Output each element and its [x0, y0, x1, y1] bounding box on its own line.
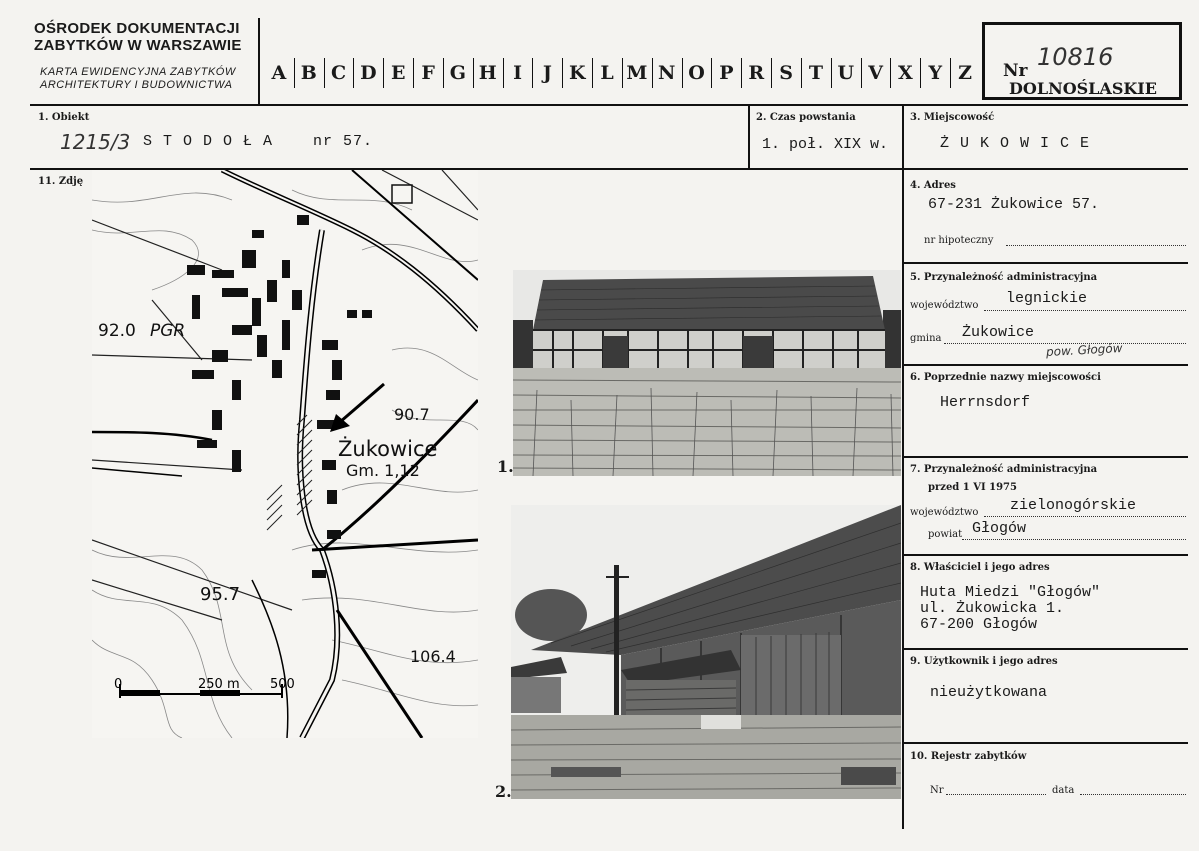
index-letter-v: V — [861, 58, 892, 88]
region-label: DOLNOŚLASKIE — [1009, 79, 1157, 98]
photo-1 — [513, 270, 901, 476]
index-letter-d: D — [354, 58, 385, 88]
map-height-1: 92.0 — [98, 321, 136, 341]
org-line-1: OŚRODEK DOKUMENTACJI — [34, 20, 240, 37]
map-height-2: 90.7 — [394, 405, 430, 424]
map-gm-label: Gm. 1,12 — [346, 461, 420, 480]
row1-divider-1 — [748, 104, 750, 168]
scale-end: 500 — [270, 677, 295, 692]
wlasciciel-label: 8. Właściciel i jego adres — [910, 562, 1050, 573]
gmina-value: Żukowice — [962, 324, 1035, 341]
adres-value: 67-231 Żukowice 57. — [928, 196, 1100, 213]
pow-note: pow. Głogów — [1045, 341, 1123, 359]
nr-value: 10816 — [1037, 43, 1114, 71]
woj1975-value: zielonogórskie — [1010, 497, 1137, 514]
header-bottom-rule — [30, 104, 1188, 106]
poprzednie-label: 6. Poprzednie nazwy miejscowości — [910, 372, 1101, 383]
index-letter-x: X — [891, 58, 922, 88]
map-height-4: 106.4 — [410, 647, 456, 666]
right-rule-4 — [902, 262, 1188, 264]
index-letter-s: S — [771, 58, 802, 88]
index-letter-r: R — [741, 58, 772, 88]
map-town-label: Żukowice — [338, 437, 438, 461]
index-letter-c: C — [324, 58, 355, 88]
card-type — [40, 66, 236, 92]
pow1975-label: powiat — [928, 529, 963, 540]
przed1975-sub: przed 1 VI 1975 — [928, 482, 1017, 493]
woj-label: województwo — [910, 300, 979, 311]
org-line-2: ZABYTKÓW W WARSZAWIE — [34, 37, 242, 54]
index-letter-m: M — [622, 58, 653, 88]
header-divider — [258, 18, 260, 104]
przynaleznosc-label: 5. Przynależność administracyjna — [910, 272, 1098, 283]
index-letter-u: U — [831, 58, 862, 88]
right-rule-5 — [902, 364, 1188, 366]
scale-zero: 0 — [114, 677, 123, 692]
nr-label: Nr — [1003, 61, 1028, 81]
rejestr-label: 10. Rejestr zabytków — [910, 751, 1027, 762]
pow1975-value: Głogów — [972, 520, 1027, 537]
card-line-1: KARTA EWIDENCYJNA ZABYTKÓW — [40, 66, 236, 78]
index-letter-o: O — [682, 58, 713, 88]
nr-box — [982, 22, 1182, 100]
map-pgr-label: PGR — [150, 321, 186, 341]
obiekt-label: 1. Obiekt — [38, 112, 90, 123]
index-letter-y: Y — [920, 58, 951, 88]
uzytkownik-label: 9. Użytkownik i jego adres — [910, 656, 1058, 667]
photo-2-number: 2. — [495, 782, 512, 801]
index-letter-p: P — [712, 58, 743, 88]
index-letter-i: I — [503, 58, 534, 88]
index-letter-b: B — [294, 58, 325, 88]
gmina-label: gmina — [910, 333, 942, 344]
zdjecie-label: 11. Zdję — [38, 176, 84, 187]
wlasciciel-line-3: 67-200 Głogów — [920, 616, 1038, 633]
woj-value: legnickie — [1006, 290, 1088, 307]
index-letter-l: L — [592, 58, 623, 88]
photo-2 — [511, 505, 901, 799]
rejestr-nr-label: Nr — [930, 785, 944, 796]
przed1975-label: 7. Przynależność administracyjna — [910, 464, 1098, 475]
row1-divider-2 — [902, 104, 904, 829]
index-letter-j: J — [533, 58, 564, 88]
uzytkownik-value: nieużytkowana — [930, 684, 1048, 701]
czas-value: 1. poł. XIX w. — [762, 136, 889, 153]
czas-label: 2. Czas powstania — [756, 112, 856, 123]
woj1975-line — [984, 516, 1186, 517]
card-line-2: ARCHITEKTURY I BUDOWNICTWA — [40, 79, 233, 91]
photo-1-number: 1. — [497, 457, 514, 476]
wlasciciel-line-2: ul. Żukowicka 1. — [920, 600, 1065, 617]
obiekt-value: S T O D O Ł A nr 57. — [143, 133, 374, 150]
adres-label: 4. Adres — [910, 180, 956, 191]
miejscowosc-label: 3. Miejscowość — [910, 112, 995, 123]
woj-line — [984, 310, 1186, 311]
right-rule-7 — [902, 554, 1188, 556]
index-letter-e: E — [383, 58, 414, 88]
index-letter-t: T — [801, 58, 832, 88]
index-letter-f: F — [413, 58, 444, 88]
index-letter-h: H — [473, 58, 504, 88]
rejestr-data-label: data — [1052, 785, 1075, 796]
rejestr-nr-line — [946, 794, 1046, 795]
right-rule-8 — [902, 648, 1188, 650]
letter-index — [264, 58, 980, 88]
org-name — [34, 20, 242, 54]
index-letter-k: K — [562, 58, 593, 88]
index-letter-z: Z — [958, 62, 972, 84]
location-map — [92, 170, 478, 738]
index-letter-a: A — [264, 58, 295, 88]
right-rule-6 — [902, 456, 1188, 458]
poprzednie-value: Herrnsdorf — [940, 394, 1031, 411]
woj1975-label: województwo — [910, 507, 979, 518]
index-letter-n: N — [652, 58, 683, 88]
scale-mid: 250 m — [198, 677, 240, 692]
hipoteczny-line — [1006, 245, 1186, 246]
wlasciciel-line-1: Huta Miedzi "Głogów" — [920, 584, 1101, 601]
pow1975-line — [962, 539, 1186, 540]
index-letter-g: G — [443, 58, 474, 88]
map-height-3: 95.7 — [200, 584, 241, 605]
hipoteczny-label: nr hipoteczny — [924, 235, 994, 246]
right-rule-9 — [902, 742, 1188, 744]
miejscowosc-value: Ż U K O W I C E — [940, 135, 1091, 152]
obiekt-inventory-number: 1215/3 — [60, 130, 131, 154]
rejestr-data-line — [1080, 794, 1186, 795]
